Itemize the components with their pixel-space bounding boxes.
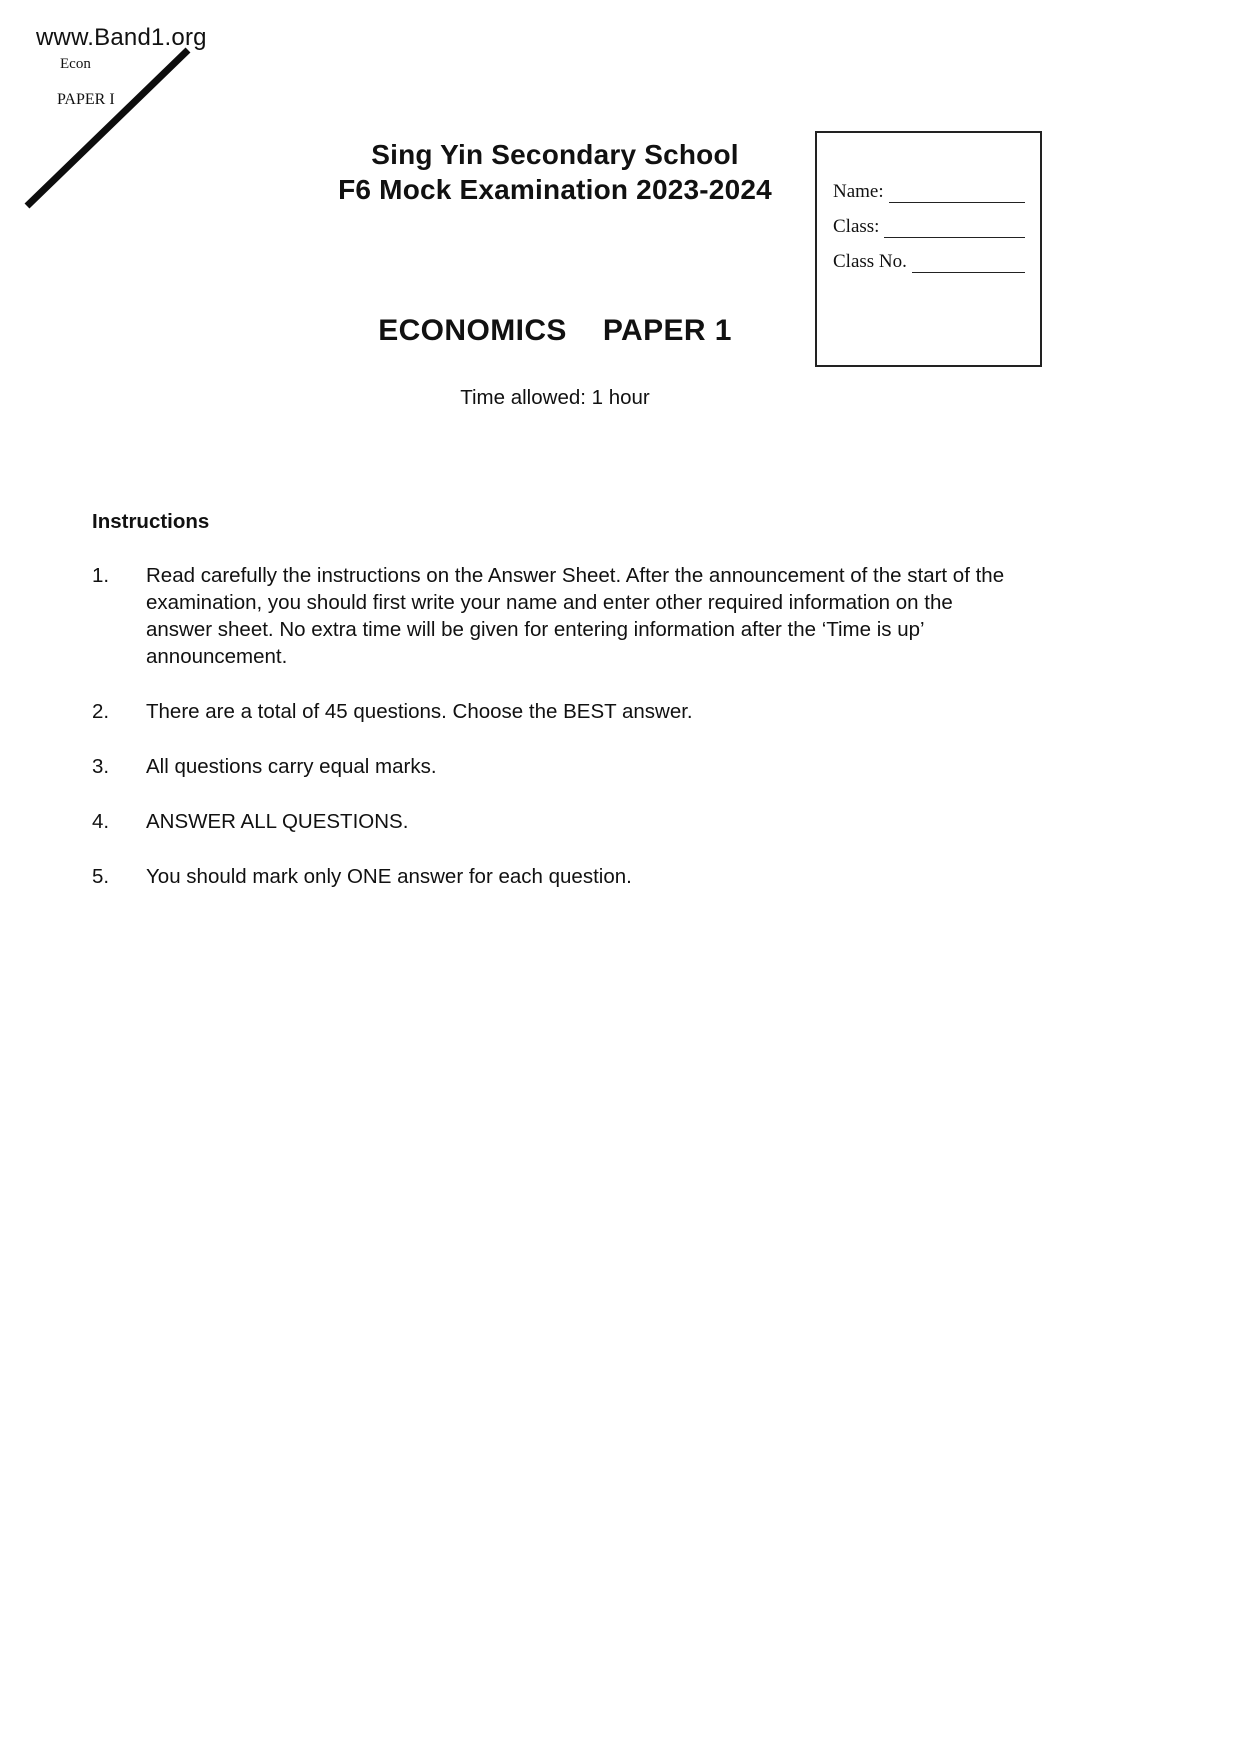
watermark-url: www.Band1.org — [36, 24, 207, 51]
instruction-item-5 — [92, 863, 1016, 890]
instruction-item-1 — [92, 562, 1016, 670]
item-text: All questions carry equal marks. — [146, 755, 437, 778]
item-number: 4. — [92, 810, 110, 833]
school-name: Sing Yin Secondary School — [371, 139, 739, 170]
item-number: 1. — [92, 564, 110, 587]
name-row — [833, 180, 1025, 203]
item-number: 2. — [92, 700, 110, 723]
corner-label-econ: Econ — [60, 56, 91, 72]
subject-name: ECONOMICS — [378, 314, 567, 347]
item-text: Read carefully the instructions on the Answer Sheet. After the announcement of the start of the examination, you should first write your name and enter other required information on the answer sheet. No extra time will be given for entering information after the ‘Time is up’ announcement. — [146, 564, 1005, 668]
class-row — [833, 215, 1025, 238]
name-label: Name: — [833, 181, 884, 202]
instructions-section — [92, 510, 1016, 918]
item-number: 5. — [92, 865, 110, 888]
class-no-fill-line — [912, 252, 1025, 273]
class-fill-line — [884, 217, 1025, 238]
corner-label-paper-i: PAPER I — [57, 91, 115, 108]
instruction-item-2 — [92, 698, 1016, 725]
instruction-item-4 — [92, 808, 1016, 835]
name-fill-line — [889, 182, 1025, 203]
item-text: There are a total of 45 questions. Choose the BEST answer. — [146, 700, 693, 723]
exam-title: F6 Mock Examination 2023-2024 — [338, 174, 772, 205]
subject-title — [0, 314, 1110, 348]
class-label: Class: — [833, 216, 880, 237]
class-no-row — [833, 250, 1025, 273]
class-no-label: Class No. — [833, 251, 907, 272]
instructions-heading: Instructions — [92, 510, 210, 533]
item-text: ANSWER ALL QUESTIONS. — [146, 810, 409, 833]
time-allowed: Time allowed: 1 hour — [460, 386, 650, 409]
instruction-item-3 — [92, 753, 1016, 780]
paper-number: PAPER 1 — [602, 314, 732, 347]
item-text: You should mark only ONE answer for each question. — [146, 865, 632, 888]
item-number: 3. — [92, 755, 110, 778]
